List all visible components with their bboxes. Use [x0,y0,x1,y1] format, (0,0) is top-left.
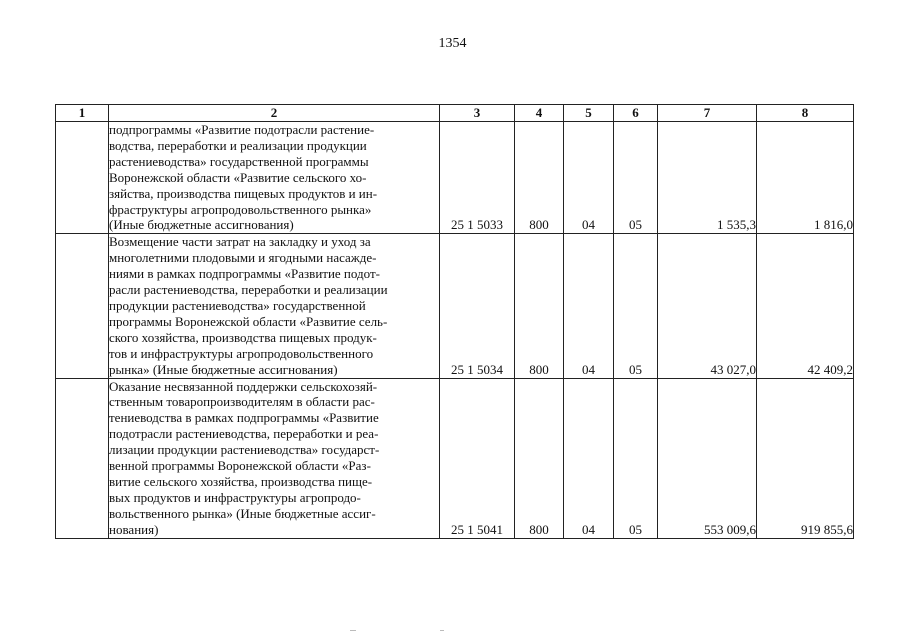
scan-artifact [350,630,356,631]
column-header: 8 [757,105,854,122]
column-header: 7 [658,105,757,122]
scan-artifact [440,630,444,631]
code-cell: 25 1 5041 [440,378,515,538]
subsection-cell: 05 [614,378,658,538]
description-cell: Возмещение части затрат на закладку и уход за многолетними плодовыми и ягодными насажде- ниями в рамках подпрограммы «Развитие подот- расли растениеводства, переработки и реализации продукции растениеводства» государственной программы Воронежской области «Развитие сель- ского хозяйства, производства пищевых продук- тов и инфраструктуры агропродовольственного рынка» (Иные бюджетные ассигнования) [109,234,440,378]
amount-2-cell: 1 816,0 [757,122,854,234]
amount-1-cell: 1 535,3 [658,122,757,234]
code-cell: 25 1 5034 [440,234,515,378]
expense-type-cell: 800 [515,234,564,378]
table-row [56,234,854,378]
description-cell: Оказание несвязанной поддержки сельскохозяй- ственным товаропроизводителям в области рас- тениеводства в рамках подпрограммы «Развитие подотрасли растениеводства, переработки и реа- лизации продукции растениеводства» государст- венной программы Воронежской области «Раз- витие сельского хозяйства, производства пище- вых продуктов и инфраструктуры агропродо- вольственного рынка» (Иные бюджетные ассиг- нования) [109,378,440,538]
column-header: 2 [109,105,440,122]
amount-1-cell: 43 027,0 [658,234,757,378]
subsection-cell: 05 [614,234,658,378]
amount-2-cell: 919 855,6 [757,378,854,538]
section-cell: 04 [564,378,614,538]
expense-type-cell: 800 [515,378,564,538]
amount-1-cell: 553 009,6 [658,378,757,538]
header-row [56,105,854,122]
column-header: 4 [515,105,564,122]
row-number-cell [56,234,109,378]
section-cell: 04 [564,122,614,234]
amount-2-cell: 42 409,2 [757,234,854,378]
subsection-cell: 05 [614,122,658,234]
section-cell: 04 [564,234,614,378]
code-cell: 25 1 5033 [440,122,515,234]
table-row [56,122,854,234]
expense-type-cell: 800 [515,122,564,234]
row-number-cell [56,122,109,234]
page-number: 1354 [438,36,467,51]
column-header: 5 [564,105,614,122]
column-header: 1 [56,105,109,122]
column-header: 3 [440,105,515,122]
budget-table [55,104,854,539]
description-cell: подпрограммы «Развитие подотрасли растение- водства, переработки и реализации продукции растениеводства» государственной программы Воронежской области «Развитие сельского хо- зяйства, производства пищевых продуктов и ин- фраструктуры агропродовольственного рынка» (Иные бюджетные ассигнования) [109,122,440,234]
table-row [56,378,854,538]
column-header: 6 [614,105,658,122]
row-number-cell [56,378,109,538]
